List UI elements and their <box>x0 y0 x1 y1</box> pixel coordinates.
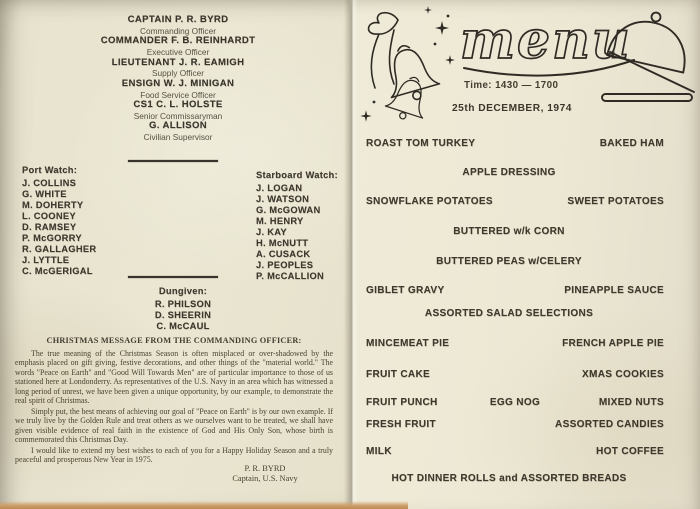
officer-name: ENSIGN W. J. MINIGAN <box>121 77 235 89</box>
menu-item: MILK <box>366 446 392 457</box>
menu-row <box>366 138 664 149</box>
menu-header <box>352 0 700 132</box>
crew-name: J. LOGAN <box>256 183 303 193</box>
menu-row <box>366 369 664 380</box>
menu-row <box>366 419 664 430</box>
menu-item: BAKED HAM <box>599 138 664 149</box>
christmas-bells-icon <box>358 4 458 130</box>
svg-text:menu: menu <box>460 10 632 71</box>
crew-name: G. McGOWAN <box>256 205 321 215</box>
officer-name: COMMANDER F. B. REINHARDT <box>100 35 256 47</box>
serving-time: Time: 1430 — 1700 <box>464 80 559 91</box>
officer-title: Civilian Supervisor <box>143 132 213 143</box>
crew-name: P. McGORRY <box>22 233 82 243</box>
menu-item: HOT COFFEE <box>596 446 664 457</box>
menu-row <box>360 308 658 319</box>
menu-item: XMAS COOKIES <box>582 369 664 380</box>
menu-row <box>360 473 658 484</box>
crew-name: C. McCAUL <box>156 321 210 331</box>
crew-name: M. HENRY <box>256 216 304 226</box>
officer-name: CS1 C. L. HOLSTE <box>133 99 223 111</box>
crew-name: P. McCALLION <box>256 271 324 281</box>
menu-row <box>366 338 664 349</box>
crew-name: D. RAMSEY <box>22 222 77 232</box>
page-fold <box>344 0 358 509</box>
message-paragraph: Simply put, the best means of achieving our goal of "Peace on Earth" is by our own example. If we truly live by the Golden Rule and treat others as we ourselves want to be treated, we shall have given visible evidence of real faith in the existence of God and His Only Son, whose birth is commemorated this Christmas Day. <box>15 406 333 445</box>
officer-name: G. ALLISON <box>148 120 207 132</box>
crew-name: A. CUSACK <box>256 249 311 259</box>
menu-item: ASSORTED CANDIES <box>555 419 664 430</box>
crew-name: J. LYTTLE <box>22 255 70 265</box>
crew-name: J. KAY <box>256 227 287 237</box>
officer-title: Supply Officer <box>152 68 204 79</box>
crew-name: J. PEOPLES <box>256 260 314 270</box>
menu-item: FRESH FRUIT <box>366 419 436 430</box>
menu-item: HOT DINNER ROLLS and ASSORTED BREADS <box>391 473 627 484</box>
commanding-officer-message <box>15 349 333 466</box>
divider-rule-bottom <box>128 276 218 278</box>
menu-row <box>360 226 658 237</box>
menu-item: BUTTERED w/k CORN <box>453 226 565 237</box>
menu-item: FRUIT CAKE <box>366 369 431 380</box>
menu-row <box>366 446 664 457</box>
menu-item: ASSORTED SALAD SELECTIONS <box>424 308 594 319</box>
crew-name: G. WHITE <box>22 189 67 199</box>
menu-item: PINEAPPLE SAUCE <box>564 285 664 296</box>
right-page <box>352 0 700 509</box>
crew-name: M. DOHERTY <box>22 200 84 210</box>
menu-item: FRENCH APPLE PIE <box>562 338 664 349</box>
divider-rule-top <box>128 160 218 162</box>
menu-item: GIBLET GRAVY <box>366 285 445 296</box>
signature-block <box>200 464 330 484</box>
officer-title: Senior Commissaryman <box>133 110 223 121</box>
menu-row <box>366 196 664 207</box>
port-watch-label: Port Watch: <box>22 165 78 175</box>
table-surface-edge <box>0 501 408 509</box>
menu-item: SWEET POTATOES <box>567 196 664 207</box>
menu-row <box>360 256 658 267</box>
menu-row <box>360 167 658 178</box>
port-watch-list <box>22 165 96 277</box>
message-paragraph: I would like to extend my best wishes to each of you for a Happy Holiday Season and a truly peaceful and prosperous New Year in 1975. <box>15 446 333 465</box>
officers-list <box>58 15 298 143</box>
dungiven-list <box>120 286 246 332</box>
crew-name: D. SHEERIN <box>154 310 212 320</box>
officer-title: Executive Officer <box>146 47 210 57</box>
signature-title: Captain, U.S. Navy <box>232 474 298 483</box>
menu-item: BUTTERED PEAS w/CELERY <box>436 256 582 267</box>
menu-item: SNOWFLAKE POTATOES <box>366 196 493 207</box>
message-heading: CHRISTMAS MESSAGE FROM THE COMMANDING OFFICER: <box>46 336 302 345</box>
menu-row <box>366 397 664 408</box>
menu-item: MIXED NUTS <box>598 397 664 408</box>
message-paragraph: The true meaning of the Christmas Season is often misplaced or over-shadowed by the emphasis placed on gift giving, festive decorations, and other things of the "material world." The words "Peace on Earth" and "Good Will Towards Men" are of particular importance to those of us stationed here at Londonderry. As representatives of the U.S. Navy in an area which has witnessed a long period of unrest, we have been given a unique opportunity, by our example, to demonstrate the real spirit of Christmas. <box>15 349 333 406</box>
menu-item: EGG NOG <box>489 397 541 408</box>
officer-title: Food Service Officer <box>140 89 216 100</box>
crew-name: C. McGERIGAL <box>22 266 93 276</box>
officer-title: Commanding Officer <box>140 25 216 36</box>
menu-item: FRUIT PUNCH <box>366 397 438 408</box>
starboard-watch-label: Starboard Watch: <box>256 170 338 180</box>
crew-name: J. WATSON <box>256 194 310 204</box>
crew-name: L. COONEY <box>22 211 76 221</box>
crew-name: R. GALLAGHER <box>22 244 97 254</box>
crew-name: H. McNUTT <box>256 238 309 248</box>
menu-item: ROAST TOM TURKEY <box>366 138 476 149</box>
menu-date: 25th DECEMBER, 1974 <box>452 103 572 114</box>
starboard-watch-list <box>256 170 338 282</box>
crew-name: J. COLLINS <box>22 178 77 188</box>
menu-item: MINCEMEAT PIE <box>366 338 450 349</box>
officer-name: CAPTAIN P. R. BYRD <box>127 14 229 25</box>
crew-name: R. PHILSON <box>154 299 212 309</box>
menu-row <box>366 285 664 296</box>
dungiven-label: Dungiven: <box>158 286 208 296</box>
officer-name: LIEUTENANT J. R. EAMIGH <box>111 56 245 68</box>
covered-dish-icon <box>594 6 700 108</box>
signature-name: P. R. BYRD <box>244 464 286 473</box>
menu-item: APPLE DRESSING <box>462 167 556 178</box>
